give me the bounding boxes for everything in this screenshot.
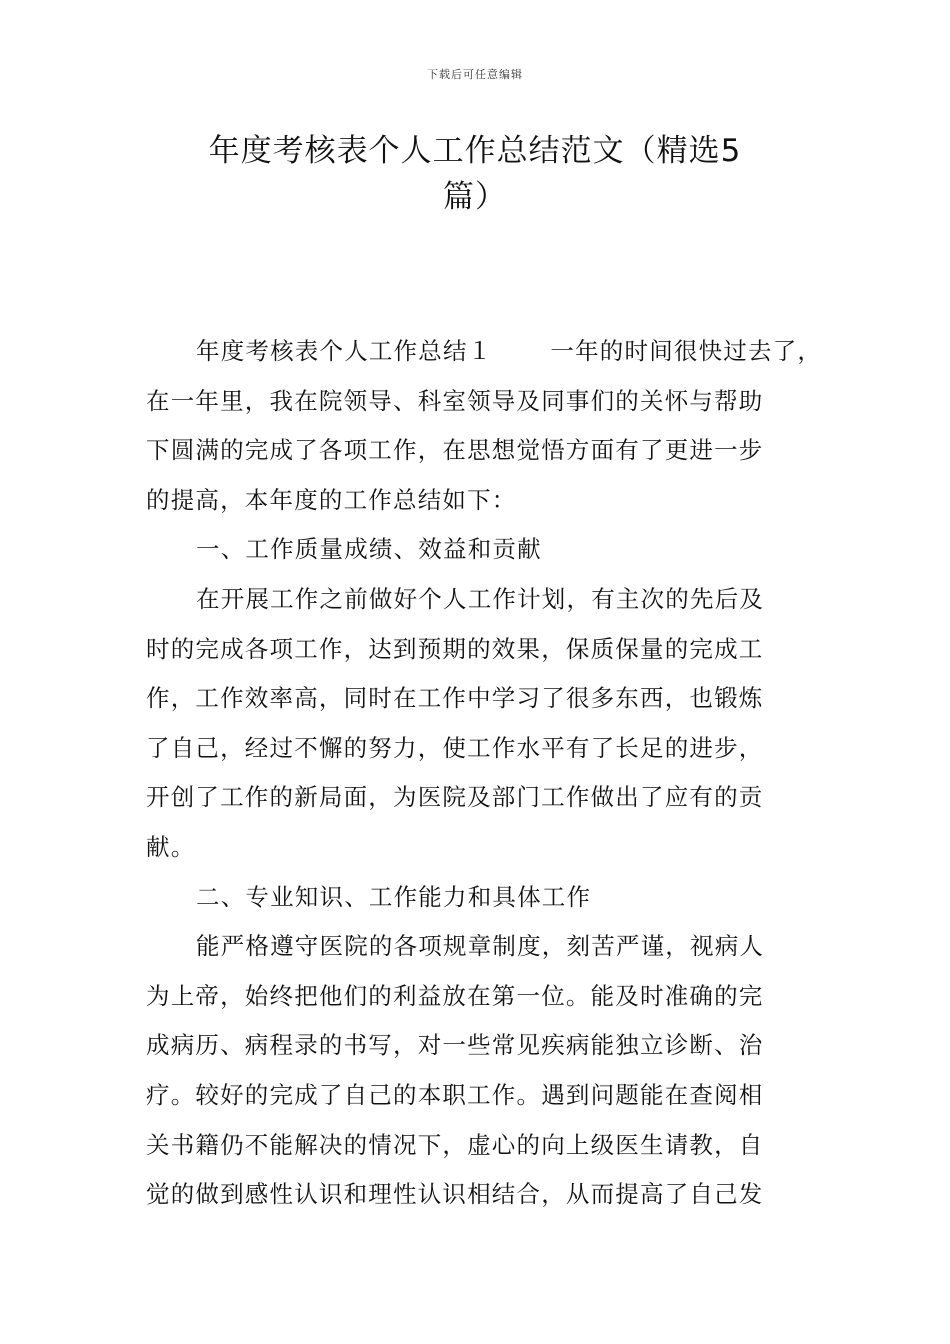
body-line-14: 为上帝，始终把他们的利益放在第一位。能及时准确的完	[146, 981, 764, 1010]
document-title	[175, 128, 775, 220]
section-heading-2: 二、专业知识、工作能力和具体工作	[196, 882, 592, 911]
body-line-9: 了自己，经过不懈的努力，使工作水平有了长足的进步，	[146, 733, 764, 762]
body-line-17: 关书籍仍不能解决的情况下，虚心的向上级医生请教，自	[146, 1130, 764, 1159]
body-text	[146, 327, 823, 1220]
body-line-11: 献。	[146, 832, 196, 861]
section-heading-text: 年度考核表个人工作总结１	[196, 337, 493, 365]
body-line-6: 在开展工作之前做好个人工作计划，有主次的先后及	[196, 584, 765, 613]
body-line-4: 的提高，本年度的工作总结如下：	[146, 485, 517, 514]
body-line-2: 在一年里，我在院领导、科室领导及同事们的关怀与帮助	[146, 386, 764, 415]
body-line-3: 下圆满的完成了各项工作，在思想觉悟方面有了更进一步	[146, 436, 764, 465]
header-note: 下载后可任意编辑	[427, 68, 523, 81]
body-line-1	[146, 327, 823, 377]
body-line-7: 时的完成各项工作，达到预期的效果，保质保量的完成工	[146, 634, 764, 663]
section-heading-1: 一、工作质量成绩、效益和贡献	[196, 535, 542, 564]
body-line-15: 成病历、病程录的书写，对一些常见疾病能独立诊断、治	[146, 1031, 764, 1060]
body-line-10: 开创了工作的新局面，为医院及部门工作做出了应有的贡	[146, 783, 764, 812]
body-line-8: 作，工作效率高，同时在工作中学习了很多东西，也锻炼	[146, 684, 764, 713]
body-line-18: 觉的做到感性认识和理性认识相结合，从而提高了自己发	[146, 1180, 764, 1209]
body-line-1-rest: 一年的时间很快过去了，	[550, 337, 823, 365]
title-line-2: 篇）	[443, 179, 507, 215]
body-line-13: 能严格遵守医院的各项规章制度，刻苦严谨，视病人	[196, 932, 765, 961]
title-line-1: 年度考核表个人工作总结范文（精选5	[208, 133, 742, 169]
body-line-16: 疗。较好的完成了自己的本职工作。遇到问题能在查阅相	[146, 1080, 764, 1109]
